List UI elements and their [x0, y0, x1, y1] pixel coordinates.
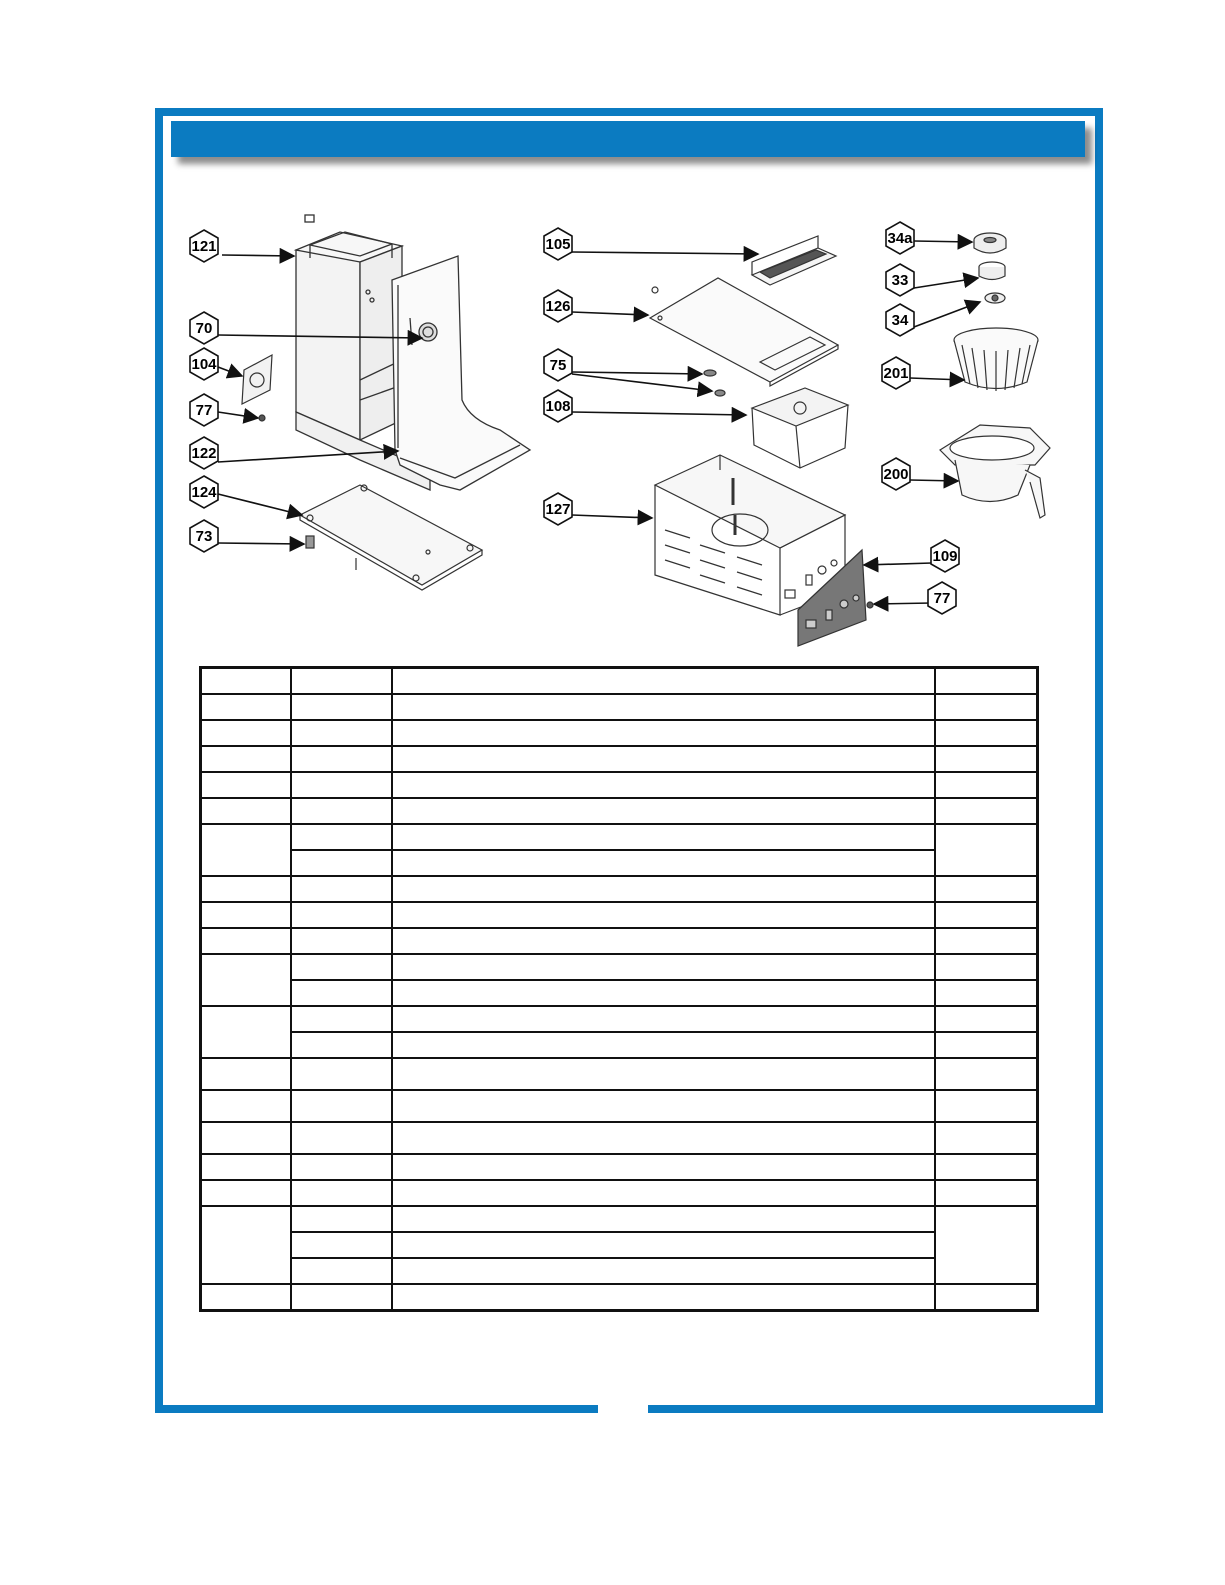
svg-text:77: 77	[933, 590, 951, 607]
table-row	[201, 980, 1038, 1006]
sprayhead-parts-drawing	[974, 233, 1006, 303]
paper-filter-drawing	[954, 328, 1038, 391]
drip-tray-drawing	[752, 236, 836, 285]
table-row	[201, 1090, 1038, 1122]
callout-70	[190, 312, 218, 344]
callout-33	[886, 264, 914, 296]
callout-77-right	[928, 582, 956, 614]
callout-73	[190, 520, 218, 552]
parts-table	[199, 666, 1039, 1312]
base-plate-drawing	[300, 485, 482, 590]
table-row	[201, 954, 1038, 980]
svg-text:127: 127	[545, 501, 571, 518]
svg-text:122: 122	[191, 445, 217, 462]
svg-text:33: 33	[891, 272, 909, 289]
table-row	[201, 1058, 1038, 1090]
callout-122	[190, 437, 218, 469]
table-row	[201, 850, 1038, 876]
callout-124	[190, 476, 218, 508]
brew-funnel-drawing	[940, 425, 1050, 518]
table-row	[201, 1232, 1038, 1258]
callout-77-left	[190, 394, 218, 426]
svg-text:108: 108	[545, 398, 571, 415]
table-header-row	[201, 668, 1038, 695]
callout-105	[544, 228, 572, 260]
table-row	[201, 824, 1038, 850]
table-row	[201, 798, 1038, 824]
svg-text:73: 73	[195, 528, 213, 545]
table-row	[201, 1284, 1038, 1311]
table-row	[201, 694, 1038, 720]
callout-104	[190, 348, 218, 380]
table-row	[201, 1032, 1038, 1058]
svg-text:77: 77	[195, 402, 213, 419]
switch-plate-drawing	[242, 355, 272, 421]
callout-34	[886, 304, 914, 336]
housing-drawing	[655, 455, 845, 615]
callout-200	[882, 458, 910, 490]
svg-text:105: 105	[545, 236, 571, 253]
brew-basket-drawing	[752, 388, 848, 468]
svg-text:200: 200	[883, 466, 909, 483]
svg-text:124: 124	[191, 484, 217, 501]
svg-text:121: 121	[191, 238, 217, 255]
table-row	[201, 720, 1038, 746]
svg-text:126: 126	[545, 298, 571, 315]
callout-127	[544, 493, 572, 525]
feet-drawing	[704, 370, 725, 396]
label-plate-drawing	[798, 550, 873, 646]
page-frame-bottom-left	[155, 1405, 598, 1413]
top-cover-drawing	[650, 278, 838, 386]
table-row	[201, 772, 1038, 798]
callout-109	[931, 540, 959, 572]
callout-126	[544, 290, 572, 322]
svg-text:201: 201	[883, 365, 909, 382]
table-row	[201, 876, 1038, 902]
callout-121	[190, 230, 218, 262]
callout-34a	[886, 222, 914, 254]
table-row	[201, 746, 1038, 772]
svg-text:34: 34	[891, 312, 909, 329]
table-row	[201, 1206, 1038, 1232]
table-row	[201, 902, 1038, 928]
table-row	[201, 1154, 1038, 1180]
front-panel-drawing	[392, 256, 530, 490]
svg-text:70: 70	[195, 320, 213, 337]
callout-201	[882, 357, 910, 389]
table-row	[201, 1258, 1038, 1284]
callout-108	[544, 390, 572, 422]
table-row	[201, 928, 1038, 954]
callout-75	[544, 349, 572, 381]
svg-text:104: 104	[191, 356, 217, 373]
exploded-parts-diagram	[0, 0, 1225, 665]
table-row	[201, 1180, 1038, 1206]
svg-text:34a: 34a	[887, 230, 913, 247]
table-row	[201, 1006, 1038, 1032]
svg-text:75: 75	[549, 357, 567, 374]
table-row	[201, 1122, 1038, 1154]
svg-text:109: 109	[932, 548, 958, 565]
page-frame-bottom-right	[648, 1405, 1103, 1413]
